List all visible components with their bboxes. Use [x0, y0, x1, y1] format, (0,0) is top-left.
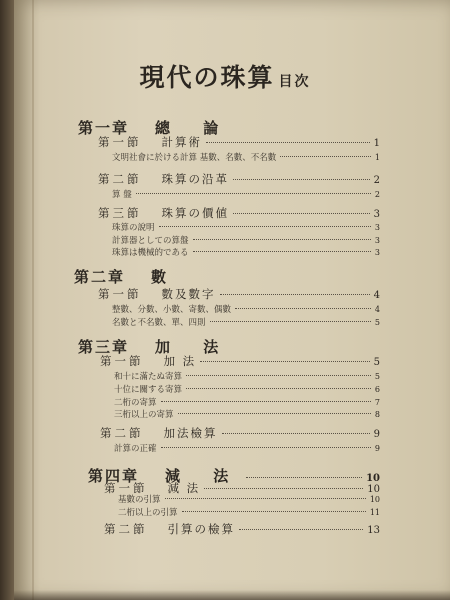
dot-leader [233, 179, 370, 180]
toc-section [100, 353, 380, 369]
dot-leader [178, 413, 371, 414]
toc-item [112, 246, 380, 258]
toc-item [112, 151, 380, 163]
dot-leader [222, 433, 370, 434]
section-title: 加 法 [163, 354, 197, 368]
toc-item [112, 303, 380, 315]
section-title: 加法檢算 [163, 426, 218, 440]
chapter-number: 第一章 [78, 119, 130, 137]
toc-item [114, 383, 380, 395]
toc-section [104, 521, 380, 537]
page-number: 11 [369, 508, 380, 517]
toc-item [114, 370, 380, 382]
dot-leader [206, 142, 370, 143]
toc-item [112, 316, 380, 328]
dot-leader [193, 239, 371, 240]
dot-leader [239, 529, 363, 530]
toc-section [100, 425, 380, 441]
dot-leader [186, 375, 371, 376]
item-title: 基數の引算 [118, 495, 161, 505]
dot-leader [246, 477, 362, 478]
page-number: 1 [373, 138, 380, 149]
section-title: 珠算の價値 [161, 206, 229, 220]
toc-item [114, 408, 380, 420]
item-title: 二桁以上の引算 [118, 508, 178, 518]
item-title: 和十に滿たぬ寄算 [114, 372, 183, 382]
section-title: 引算の檢算 [167, 522, 235, 536]
dot-leader [182, 511, 366, 512]
page-number: 9 [374, 444, 380, 453]
toc-item [114, 396, 380, 408]
page-number: 10 [369, 495, 380, 504]
dot-leader [280, 156, 371, 157]
chapter-title: 數 [151, 268, 181, 286]
section-number: 第二節 [100, 426, 144, 440]
dot-leader [165, 498, 366, 499]
toc-item [114, 442, 380, 454]
page-bottom-shadow [14, 590, 450, 600]
chapter-number: 第三章 [78, 338, 130, 356]
item-title: 十位に關する寄算 [114, 385, 183, 395]
page-number: 2 [373, 175, 380, 186]
dot-leader [159, 226, 371, 227]
dot-leader [220, 294, 370, 295]
section-title: 計算術 [161, 135, 202, 149]
page-number: 3 [374, 248, 380, 257]
item-title: 珠算の說明 [112, 223, 155, 233]
toc-chapter [74, 266, 180, 287]
dot-leader [161, 401, 371, 402]
section-number: 第三節 [98, 206, 142, 220]
item-title: 整數、分數、小數、寄數、偶數 [112, 305, 232, 315]
item-title: 珠算は機械的である [112, 248, 189, 258]
chapter-title: 減 法 [165, 467, 243, 485]
item-title: 計算の正確 [114, 444, 157, 454]
section-number: 第一節 [98, 135, 142, 149]
item-title: 算 盤 [112, 190, 132, 200]
page-number: 5 [374, 318, 380, 327]
dot-leader [161, 447, 371, 448]
dot-leader [186, 388, 371, 389]
toc-section [98, 205, 380, 221]
page-number: 13 [367, 525, 380, 536]
page-number: 8 [374, 410, 380, 419]
dot-leader [204, 488, 363, 489]
page-number: 6 [374, 385, 380, 394]
contents-label: 目次 [278, 74, 311, 90]
chapter-title: 加 法 [155, 338, 233, 356]
section-number: 第二節 [104, 522, 148, 536]
toc-section [98, 134, 380, 150]
page-number: 10 [366, 473, 380, 484]
page-number: 3 [374, 223, 380, 232]
toc-section [98, 286, 380, 302]
page-number: 7 [374, 398, 380, 407]
section-title: 珠算の沿革 [161, 172, 229, 186]
dot-leader [235, 308, 371, 309]
page-number: 3 [374, 236, 380, 245]
page-number: 3 [373, 209, 380, 220]
section-title: 減 法 [167, 481, 201, 495]
toc-item [118, 506, 380, 518]
item-title: 名數と不名數、單、四則 [112, 318, 206, 328]
toc-item [118, 493, 380, 505]
page-number: 5 [374, 372, 380, 381]
item-title: 計算器としての算盤 [112, 236, 189, 246]
page-number: 4 [373, 290, 380, 301]
section-title: 數及數字 [161, 287, 216, 301]
book-title: 現代の珠算 [139, 63, 275, 92]
item-title: 二桁の寄算 [114, 398, 157, 408]
chapter-number: 第四章 [88, 467, 140, 485]
toc-section [98, 171, 380, 187]
dot-leader [210, 321, 371, 322]
page-number: 1 [374, 153, 380, 162]
page-number: 9 [373, 429, 380, 440]
chapter-title: 總 論 [155, 119, 233, 137]
page-number: 4 [374, 305, 380, 314]
page-number: 10 [367, 484, 380, 495]
dot-leader [200, 361, 369, 362]
dot-leader [233, 213, 370, 214]
section-number: 第一節 [100, 354, 144, 368]
section-number: 第一節 [104, 481, 148, 495]
item-title: 文明社會に於ける計算 基數、名數、不名數 [112, 153, 277, 163]
page-number: 5 [373, 357, 380, 368]
section-number: 第一節 [98, 287, 142, 301]
toc-item [112, 188, 380, 200]
section-number: 第二節 [98, 172, 142, 186]
dot-leader [193, 251, 371, 252]
chapter-number: 第二章 [74, 268, 126, 286]
page-number: 2 [374, 190, 380, 199]
toc-item [112, 221, 380, 233]
toc-item [112, 234, 380, 246]
dot-leader [136, 193, 371, 194]
item-title: 三桁以上の寄算 [114, 410, 174, 420]
